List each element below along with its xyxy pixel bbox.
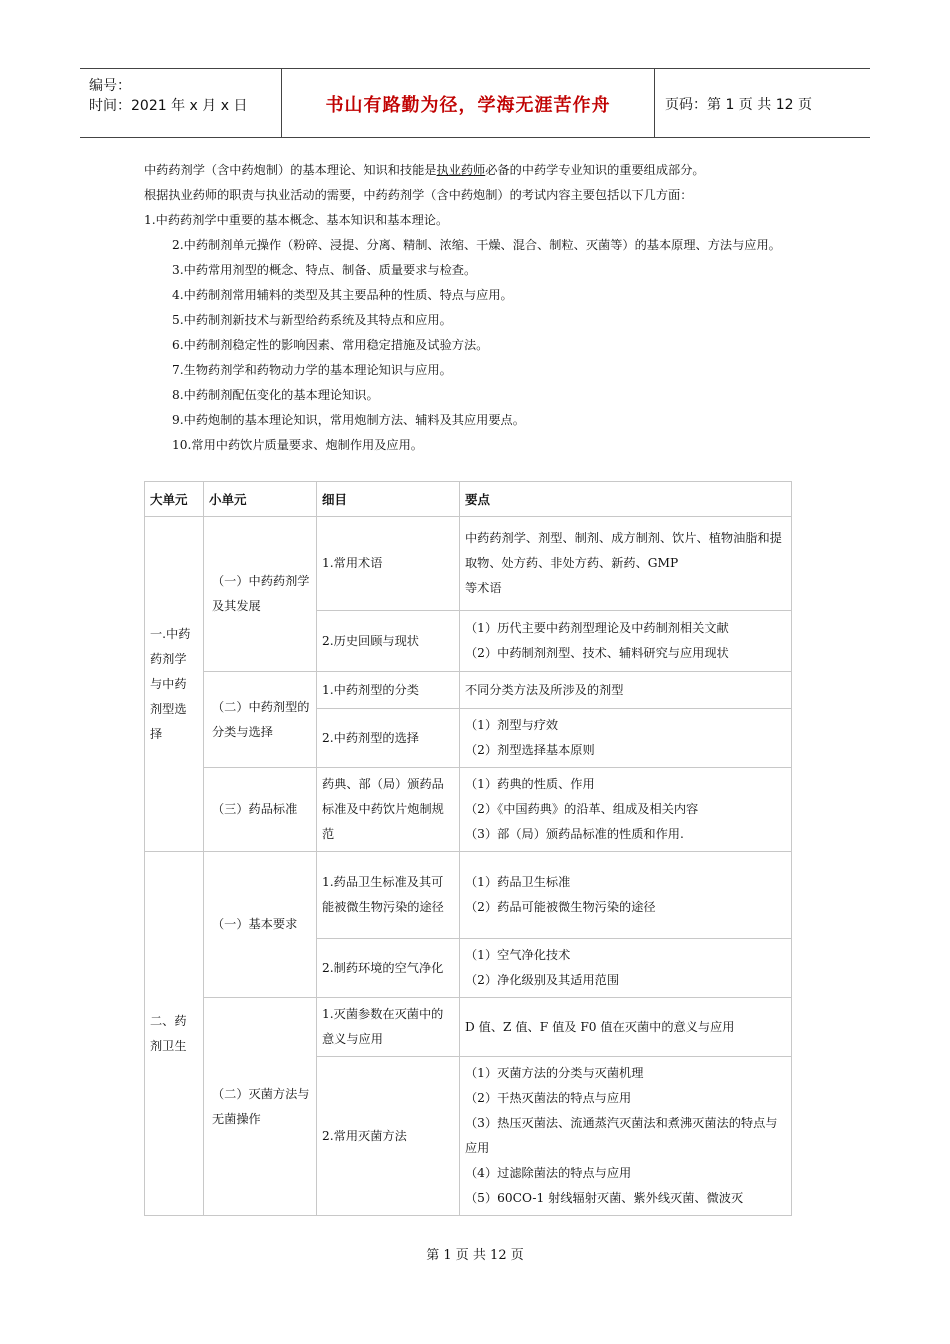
key-point-line: （2）剂型选择基本原则 [465,743,595,757]
page-footer: 第 1 页 共 12 页 [426,1248,524,1263]
doc-date: 时间：2021 年 x 月 x 日 [89,98,248,114]
intro-list-item: 3.中药常用剂型的概念、特点、制备、质量要求与检查。 [172,263,477,277]
minor-unit-cell: （三）药品标准 [204,768,317,852]
key-points-cell [460,672,792,709]
table-row [145,672,792,709]
key-point-line: （3）热压灭菌法、流通蒸汽灭菌法和煮沸灭菌法的特点与应用 [465,1116,778,1155]
key-points-cell [460,611,792,672]
col-header-minor-unit: 小单元 [204,482,317,517]
intro-text-part: 中药药剂学（含中药炮制）的基本理论、知识和技能是 [144,163,437,177]
detail-cell: 1.常用术语 [317,517,460,611]
table-row [145,517,792,611]
key-point-line: （1）剂型与疗效 [465,718,559,732]
major-unit-cell: 一.中药药剂学与中药剂型选择 [145,517,204,852]
intro-list-item: 7.生物药剂学和药物动力学的基本理论知识与应用。 [172,363,452,377]
key-point-line: （3）部（局）颁药品标准的性质和作用. [465,827,684,841]
key-points-cell [460,998,792,1057]
intro-list-item: 10.常用中药饮片质量要求、炮制作用及应用。 [172,438,423,452]
key-points-cell [460,939,792,998]
key-point-line: （2）中药制剂剂型、技术、辅料研究与应用现状 [465,646,729,660]
detail-cell: 2.制药环境的空气净化 [317,939,460,998]
detail-cell: 2.常用灭菌方法 [317,1057,460,1216]
table-row [145,852,792,939]
key-point-line: （1）药典的性质、作用 [465,777,595,791]
detail-cell: 1.药品卫生标准及其可能被微生物污染的途径 [317,852,460,939]
intro-paragraph-2: 根据执业药师的职责与执业活动的需要，中药药剂学（含中药炮制）的考试内容主要包括以下几方面： [144,188,693,202]
intro-paragraph-1 [144,158,804,183]
col-header-key-points: 要点 [460,482,792,517]
intro-list-item: 8.中药制剂配伍变化的基本理论知识。 [172,388,379,402]
key-point-line: 等术语 [465,581,502,595]
doc-number-label: 编号： [89,78,131,94]
detail-cell: 2.历史回顾与现状 [317,611,460,672]
intro-list-item: 4.中药制剂常用辅料的类型及其主要品种的性质、特点与应用。 [172,288,513,302]
intro-list-item: 5.中药制剂新技术与新型给药系统及其特点和应用。 [172,313,452,327]
intro-list-item: 2.中药制剂单元操作（粉碎、浸提、分离、精制、浓缩、干燥、混合、制粒、灭菌等）的基本原理、方法与应用。 [172,238,781,252]
header-motto-cell [281,69,655,137]
key-point-line: （1）灭菌方法的分类与灭菌机理 [465,1066,644,1080]
key-points-cell [460,1057,792,1216]
key-point-line: （1）历代主要中药剂型理论及中药制剂相关文献 [465,621,729,635]
intro-list-item: 6.中药制剂稳定性的影响因素、常用稳定措施及试验方法。 [172,338,489,352]
detail-cell: 2.中药剂型的选择 [317,709,460,768]
key-points-cell [460,768,792,852]
minor-unit-cell: （一）中药药剂学及其发展 [204,517,317,672]
motto: 书山有路勤为径，学海无涯苦作舟 [325,95,611,116]
header-meta [80,69,280,137]
table-row [145,768,792,852]
key-points-cell [460,852,792,939]
key-point-line: （2）净化级别及其适用范围 [465,973,620,987]
col-header-major-unit: 大单元 [145,482,204,517]
page-indicator: 页码：第 1 页 共 12 页 [665,97,812,113]
key-point-line: 不同分类方法及所涉及的剂型 [465,682,624,697]
intro-list-item: 9.中药炮制的基本理论知识，常用炮制方法、辅料及其应用要点。 [172,413,525,427]
licensed-pharmacist-link[interactable]: 执业药师 [436,163,486,177]
key-point-line: （1）药品卫生标准 [465,875,571,889]
table-row [145,998,792,1057]
intro-list-item: 1.中药药剂学中重要的基本概念、基本知识和基本理论。 [144,213,449,227]
key-point-line: （2）《中国药典》的沿革、组成及相关内容 [465,802,699,816]
key-point-line: （2）药品可能被微生物污染的途径 [465,900,656,914]
detail-cell: 1.中药剂型的分类 [317,672,460,709]
key-point-line: （1）空气净化技术 [465,948,571,962]
major-unit-cell: 二、药剂卫生 [145,852,204,1216]
minor-unit-cell: （二）灭菌方法与无菌操作 [204,998,317,1216]
detail-cell: 药典、部（局）颁药品标准及中药饮片炮制规范 [317,768,460,852]
intro-text [144,158,804,458]
minor-unit-cell: （二）中药剂型的分类与选择 [204,672,317,768]
key-points-cell [460,709,792,768]
key-point-line: （5）60CO-1 射线辐射灭菌、紫外线灭菌、微波灭 [465,1191,744,1205]
intro-text-part: 必备的中药学专业知识的重要组成部分。 [485,163,705,177]
key-points-cell [460,517,792,611]
key-point-line: （2）干热灭菌法的特点与应用 [465,1091,632,1105]
page-header [80,68,870,138]
detail-cell: 1.灭菌参数在灭菌中的意义与应用 [317,998,460,1057]
key-point-line: D 值、Z 值、F 值及 F0 值在灭菌中的意义与应用 [465,1019,735,1034]
table-header-row [145,482,792,517]
col-header-detail: 细目 [317,482,460,517]
key-point-line: （4）过滤除菌法的特点与应用 [465,1166,632,1180]
minor-unit-cell: （一）基本要求 [204,852,317,998]
key-point-line: 中药药剂学、剂型、制剂、成方制剂、饮片、植物油脂和提取物、处方药、非处方药、新药、GMP [465,531,782,570]
syllabus-table [144,481,792,1216]
